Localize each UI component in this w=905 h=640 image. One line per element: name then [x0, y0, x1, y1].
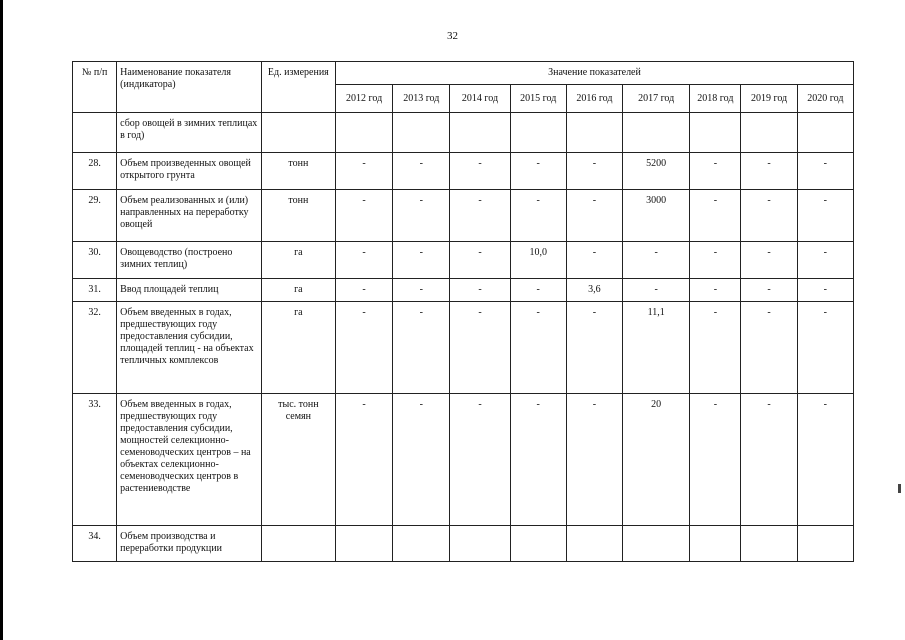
row-value: - — [797, 190, 853, 242]
row-name: Овощеводство (построено зимних теплиц) — [117, 242, 262, 279]
scan-mark — [898, 484, 901, 493]
row-value: 3000 — [623, 190, 690, 242]
table-row — [73, 153, 854, 190]
row-value — [690, 113, 741, 153]
row-value: - — [335, 302, 392, 394]
row-value: - — [510, 279, 566, 302]
row-value: - — [690, 190, 741, 242]
row-value: - — [510, 153, 566, 190]
header-year: 2012 год — [335, 85, 392, 113]
row-value: - — [566, 190, 622, 242]
row-value: - — [797, 153, 853, 190]
row-value: - — [741, 153, 797, 190]
row-value: 11,1 — [623, 302, 690, 394]
table-row — [73, 113, 854, 153]
row-value: - — [450, 153, 510, 190]
row-value: - — [335, 242, 392, 279]
table-row — [73, 190, 854, 242]
row-value: - — [450, 394, 510, 526]
header-year: 2015 год — [510, 85, 566, 113]
row-value: - — [741, 302, 797, 394]
row-value — [623, 113, 690, 153]
row-value: - — [510, 302, 566, 394]
row-value: - — [741, 242, 797, 279]
row-num — [73, 113, 117, 153]
row-value — [450, 526, 510, 562]
row-value: - — [797, 279, 853, 302]
row-value: - — [335, 394, 392, 526]
row-name: сбор овощей в зимних теплицах в год) — [117, 113, 262, 153]
row-value: - — [510, 394, 566, 526]
row-value: - — [741, 279, 797, 302]
indicators-table-container — [72, 61, 854, 562]
row-value: - — [566, 242, 622, 279]
row-value — [797, 526, 853, 562]
table-row — [73, 302, 854, 394]
row-value: - — [690, 394, 741, 526]
row-value — [623, 526, 690, 562]
row-value: - — [797, 242, 853, 279]
header-year: 2013 год — [393, 85, 450, 113]
table-row — [73, 526, 854, 562]
row-value: - — [335, 279, 392, 302]
header-year: 2020 год — [797, 85, 853, 113]
row-value — [393, 113, 450, 153]
row-value: - — [393, 153, 450, 190]
row-value: - — [450, 302, 510, 394]
row-value: - — [450, 242, 510, 279]
row-value: - — [741, 394, 797, 526]
row-value — [690, 526, 741, 562]
row-value — [393, 526, 450, 562]
row-num: 28. — [73, 153, 117, 190]
row-value — [741, 113, 797, 153]
row-num: 31. — [73, 279, 117, 302]
row-num: 29. — [73, 190, 117, 242]
header-year: 2014 год — [450, 85, 510, 113]
row-num: 34. — [73, 526, 117, 562]
page-edge-bar — [0, 0, 3, 640]
row-value: - — [510, 190, 566, 242]
row-unit: га — [261, 302, 335, 394]
row-num: 30. — [73, 242, 117, 279]
row-unit: га — [261, 279, 335, 302]
row-value — [450, 113, 510, 153]
row-value: - — [797, 302, 853, 394]
row-value — [566, 113, 622, 153]
table-row — [73, 279, 854, 302]
row-value: - — [566, 153, 622, 190]
row-value: - — [797, 394, 853, 526]
row-value: - — [690, 302, 741, 394]
row-value: - — [566, 302, 622, 394]
row-name: Объем введенных в годах, предшествующих году предоставления субсидии, площадей теплиц - на объектах тепличных комплексов — [117, 302, 262, 394]
row-unit: га — [261, 242, 335, 279]
row-value: - — [335, 153, 392, 190]
header-num: № п/п — [73, 62, 117, 113]
row-value: 5200 — [623, 153, 690, 190]
row-value: - — [566, 394, 622, 526]
row-value — [510, 526, 566, 562]
row-value — [335, 526, 392, 562]
row-value — [741, 526, 797, 562]
header-name: Наименование показателя (индикатора) — [117, 62, 262, 113]
row-unit — [261, 526, 335, 562]
table-row — [73, 394, 854, 526]
header-year: 2019 год — [741, 85, 797, 113]
row-value — [510, 113, 566, 153]
row-value: 20 — [623, 394, 690, 526]
row-value — [335, 113, 392, 153]
row-value — [797, 113, 853, 153]
row-value: - — [623, 242, 690, 279]
row-unit: тыс. тонн семян — [261, 394, 335, 526]
row-unit: тонн — [261, 153, 335, 190]
row-value: - — [393, 190, 450, 242]
page-number: 32 — [447, 30, 458, 42]
header-year: 2017 год — [623, 85, 690, 113]
row-value: - — [690, 153, 741, 190]
row-value: - — [393, 302, 450, 394]
row-num: 33. — [73, 394, 117, 526]
table-row — [73, 242, 854, 279]
row-value: - — [741, 190, 797, 242]
table-body — [73, 113, 854, 562]
row-name: Объем произведенных овощей открытого грунта — [117, 153, 262, 190]
row-unit: тонн — [261, 190, 335, 242]
row-unit — [261, 113, 335, 153]
row-value: 10,0 — [510, 242, 566, 279]
row-value: 3,6 — [566, 279, 622, 302]
header-year: 2016 год — [566, 85, 622, 113]
row-name: Объем введенных в годах, предшествующих году предоставления субсидии, мощностей селекционно-семеноводческих центров – на объектах селекционно-семеноводческих центров в растениеводстве — [117, 394, 262, 526]
row-value: - — [450, 190, 510, 242]
row-value: - — [623, 279, 690, 302]
row-name: Объем реализованных и (или) направленных на переработку овощей — [117, 190, 262, 242]
row-name: Объем производства и переработки продукции — [117, 526, 262, 562]
header-row-1 — [73, 62, 854, 85]
row-value: - — [690, 242, 741, 279]
row-value: - — [335, 190, 392, 242]
row-value: - — [393, 394, 450, 526]
row-name: Ввод площадей теплиц — [117, 279, 262, 302]
row-value: - — [450, 279, 510, 302]
header-year: 2018 год — [690, 85, 741, 113]
row-value: - — [690, 279, 741, 302]
header-values-group: Значение показателей — [335, 62, 853, 85]
row-num: 32. — [73, 302, 117, 394]
row-value: - — [393, 279, 450, 302]
header-unit: Ед. измерения — [261, 62, 335, 113]
indicators-table — [72, 61, 854, 562]
row-value: - — [393, 242, 450, 279]
row-value — [566, 526, 622, 562]
